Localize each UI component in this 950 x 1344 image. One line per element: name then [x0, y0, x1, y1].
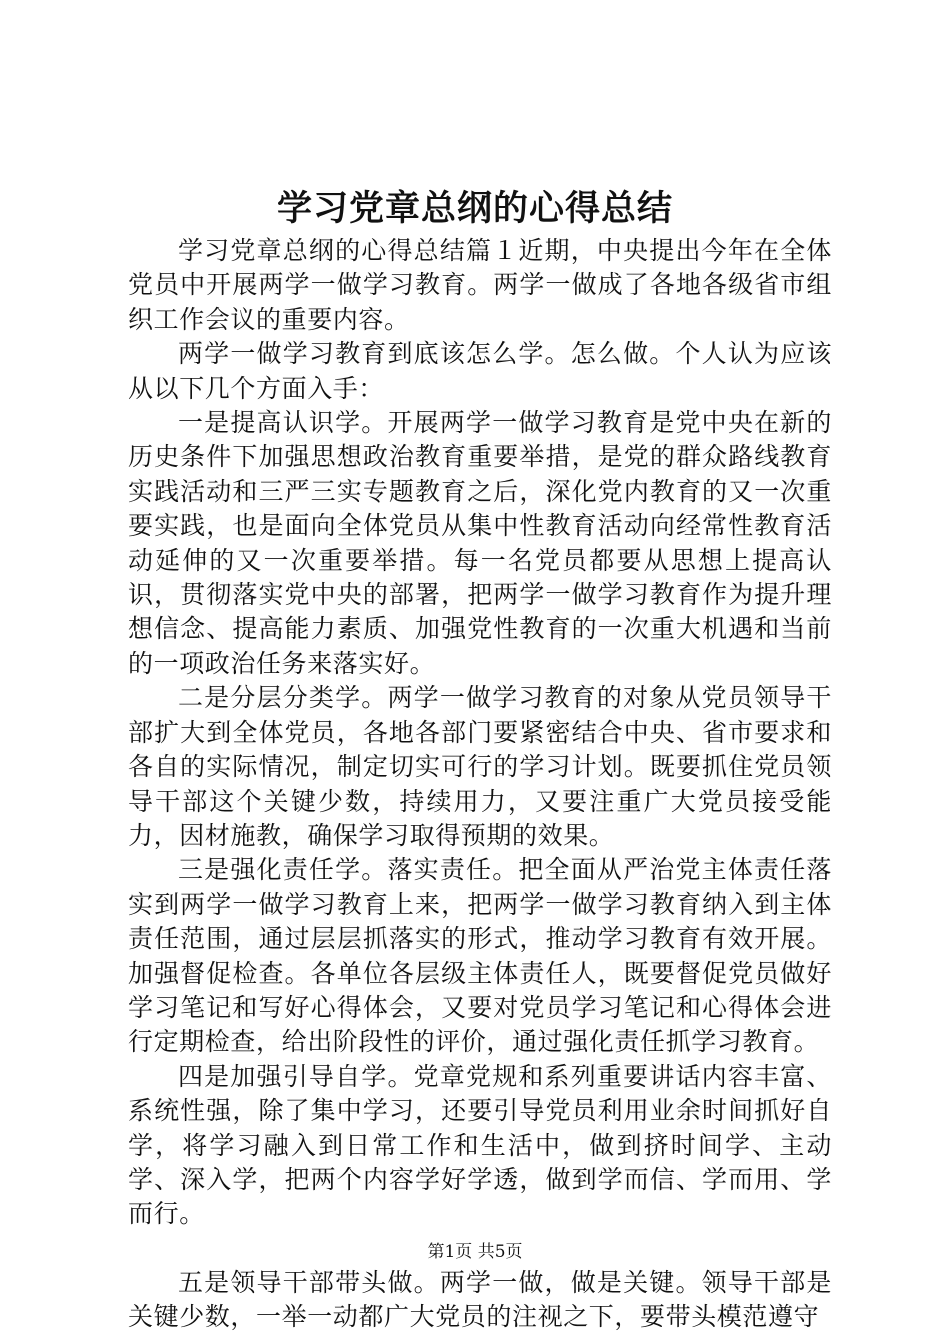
document-title: 学习党章总纲的心得总结	[276, 188, 673, 229]
paragraph-point-two: 二是分层分类学。两学一做学习教育的对象从党员领导干部扩大到全体党员，各地各部门要紧密结合中央、省市要求和各自的实际情况，制定切实可行的学习计划。既要抓住党员领导干部这个关键少数，持续用力，又要注重广大党员接受能力，因材施教，确保学习取得预期的效果。	[128, 683, 832, 850]
paragraph-intro: 学习党章总纲的心得总结篇１近期，中央提出今年在全体党员中开展两学一做学习教育。两学一做成了各地各级省市组织工作会议的重要内容。	[128, 236, 832, 334]
paragraph-point-three: 三是强化责任学。落实责任。把全面从严治党主体责任落实到两学一做学习教育上来，把两学一做学习教育纳入到主体责任范围，通过层层抓落实的形式，推动学习教育有效开展。加强督促检查。各单位各层级主体责任人，既要督促党员做好学习笔记和写好心得体会，又要对党员学习笔记和心得体会进行定期检查，给出阶段性的评价，通过强化责任抓学习教育。	[128, 855, 832, 1057]
page-number-footer: 第1页 共5页	[427, 1242, 523, 1262]
paragraph-point-four: 四是加强引导自学。党章党规和系列重要讲话内容丰富、系统性强，除了集中学习，还要引导党员利用业余时间抓好自学，将学习融入到日常工作和生活中，做到挤时间学、主动学、深入学，把两个内容学好学透，做到学而信、学而用、学而行。	[128, 1061, 832, 1229]
paragraph-point-five: 五是领导干部带头做。两学一做，做是关键。领导干部是关键少数，一举一动都广大党员的注视之下，要带头模范遵守	[128, 1267, 832, 1332]
document-body	[128, 234, 832, 1335]
paragraph-how-to-learn: 两学一做学习教育到底该怎么学。怎么做。个人认为应该从以下几个方面入手：	[128, 339, 832, 403]
paragraph-point-one: 一是提高认识学。开展两学一做学习教育是党中央在新的历史条件下加强思想政治教育重要举措，是党的群众路线教育实践活动和三严三实专题教育之后，深化党内教育的又一次重要实践，也是面向全体党员从集中性教育活动向经常性教育活动延伸的又一次重要举措。每一名党员都要从思想上提高认识，贯彻落实党中央的部署，把两学一做学习教育作为提升理想信念、提高能力素质、加强党性教育的一次重大机遇和当前的一项政治任务来落实好。	[128, 408, 832, 678]
